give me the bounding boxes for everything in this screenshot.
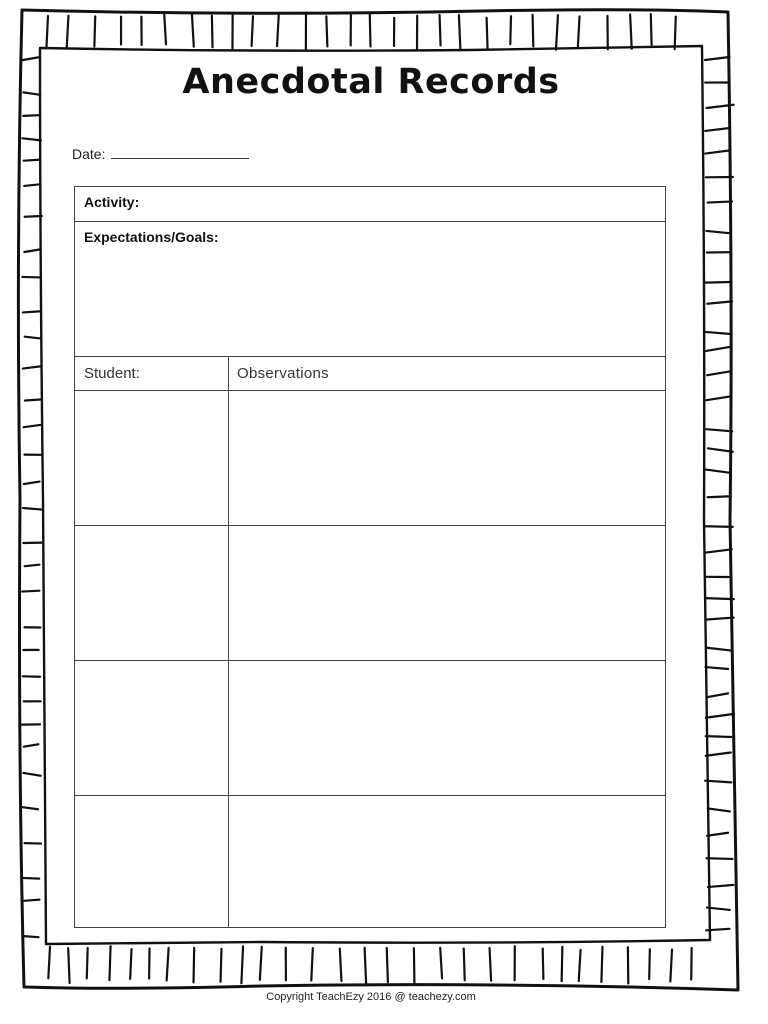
border-stroke xyxy=(706,618,734,620)
border-stroke xyxy=(708,885,733,887)
border-stroke xyxy=(707,301,732,303)
border-stroke xyxy=(192,14,194,46)
border-stroke xyxy=(22,878,39,879)
border-stroke xyxy=(675,17,676,50)
border-stroke xyxy=(46,16,48,47)
border-stroke xyxy=(490,948,492,981)
border-stroke xyxy=(130,949,131,979)
border-stroke xyxy=(25,565,40,567)
table-row xyxy=(75,526,665,661)
border-stroke xyxy=(24,482,40,484)
border-stroke xyxy=(24,160,40,161)
border-stroke xyxy=(651,14,652,45)
border-stroke xyxy=(241,946,243,983)
border-stroke xyxy=(23,773,40,776)
border-stroke xyxy=(23,508,42,510)
border-stroke xyxy=(365,948,367,984)
border-stroke xyxy=(707,833,728,836)
border-stroke xyxy=(260,947,262,980)
border-stroke xyxy=(68,948,69,983)
table-row xyxy=(75,796,665,927)
border-stroke xyxy=(707,693,728,697)
border-stroke xyxy=(510,16,511,44)
observation-cell[interactable] xyxy=(229,526,665,660)
border-stroke xyxy=(601,947,602,982)
activity-label: Activity: xyxy=(84,194,140,210)
border-stroke xyxy=(708,496,731,497)
border-stroke xyxy=(25,400,41,401)
border-stroke xyxy=(24,425,41,427)
border-stroke xyxy=(706,231,729,233)
activity-row[interactable] xyxy=(75,187,665,222)
border-stroke xyxy=(340,949,342,981)
observation-cell[interactable] xyxy=(229,391,665,525)
border-stroke xyxy=(109,946,110,980)
border-stroke xyxy=(311,948,313,980)
border-stroke xyxy=(23,311,40,312)
border-stroke xyxy=(707,858,733,859)
border-stroke xyxy=(24,249,39,251)
border-stroke xyxy=(706,470,730,473)
border-stroke xyxy=(25,216,42,217)
border-stroke xyxy=(670,950,672,982)
border-stroke xyxy=(25,337,41,339)
border-stroke xyxy=(630,15,632,49)
border-stroke xyxy=(23,807,39,809)
border-stroke xyxy=(543,949,544,979)
border-stroke xyxy=(706,736,732,737)
page-title: Anecdotal Records xyxy=(182,62,560,102)
border-stroke xyxy=(87,948,88,978)
student-cell[interactable] xyxy=(75,796,228,927)
border-stroke xyxy=(370,14,371,46)
border-stroke xyxy=(326,16,327,46)
border-stroke xyxy=(24,184,40,186)
border-stroke xyxy=(706,753,731,756)
border-stroke xyxy=(705,781,731,783)
border-stroke xyxy=(706,429,732,431)
border-stroke xyxy=(705,282,731,283)
copyright-footer: Copyright TeachEzy 2016 @ teachezy.com xyxy=(266,991,476,1003)
border-stroke xyxy=(706,549,732,552)
border-stroke xyxy=(705,598,734,599)
border-stroke xyxy=(164,15,166,45)
border-stroke xyxy=(24,936,39,937)
border-stroke xyxy=(556,15,558,50)
border-stroke xyxy=(24,744,39,746)
border-stroke xyxy=(707,648,730,651)
observation-cell[interactable] xyxy=(229,796,665,927)
border-stroke xyxy=(706,929,729,931)
border-stroke xyxy=(48,947,50,979)
border-stroke xyxy=(94,16,95,46)
border-stroke xyxy=(706,714,734,718)
border-stroke xyxy=(533,15,534,47)
student-cell[interactable] xyxy=(75,661,228,795)
border-stroke xyxy=(708,808,730,811)
border-stroke xyxy=(705,150,730,153)
border-stroke xyxy=(707,371,730,375)
border-stroke xyxy=(440,948,442,979)
border-stroke xyxy=(212,16,213,48)
observations-column-header: Observations xyxy=(237,365,329,382)
border-stroke xyxy=(705,332,730,334)
border-stroke xyxy=(23,366,41,368)
border-stroke xyxy=(23,57,38,60)
border-stroke xyxy=(708,201,732,202)
border-stroke xyxy=(167,948,169,981)
goals-row[interactable] xyxy=(75,222,665,357)
student-cell[interactable] xyxy=(75,526,228,660)
table-row xyxy=(75,391,665,526)
border-stroke xyxy=(440,15,441,45)
border-stroke xyxy=(487,18,488,49)
border-stroke xyxy=(252,16,253,46)
record-table xyxy=(74,186,666,928)
date-field[interactable] xyxy=(72,146,249,162)
student-column-header: Student: xyxy=(84,365,140,382)
goals-label: Expectations/Goals: xyxy=(84,229,219,245)
border-stroke xyxy=(562,947,563,981)
border-stroke xyxy=(67,16,69,47)
border-stroke xyxy=(459,15,460,49)
border-stroke xyxy=(705,57,729,60)
border-stroke xyxy=(706,526,733,527)
border-stroke xyxy=(387,948,388,982)
border-stroke xyxy=(22,591,39,592)
border-stroke xyxy=(277,15,279,46)
date-label: Date: xyxy=(72,146,106,162)
border-stroke xyxy=(22,138,41,140)
border-stroke xyxy=(23,115,39,116)
observation-cell[interactable] xyxy=(229,661,665,795)
border-stroke xyxy=(24,900,40,901)
column-divider xyxy=(228,357,229,927)
student-cell[interactable] xyxy=(75,391,228,525)
border-stroke xyxy=(22,277,40,278)
border-stroke xyxy=(579,950,581,981)
date-blank-line[interactable] xyxy=(111,146,249,159)
border-stroke xyxy=(464,949,465,981)
border-stroke xyxy=(194,948,195,983)
table-header-row xyxy=(75,357,665,391)
border-stroke xyxy=(705,667,728,669)
border-stroke xyxy=(414,948,415,984)
border-stroke xyxy=(706,347,730,351)
border-stroke xyxy=(708,448,733,451)
table-row xyxy=(75,661,665,796)
border-stroke xyxy=(578,16,580,46)
border-stroke xyxy=(706,396,731,400)
border-stroke xyxy=(705,128,729,131)
border-stroke xyxy=(221,949,222,982)
border-stroke xyxy=(649,949,650,979)
